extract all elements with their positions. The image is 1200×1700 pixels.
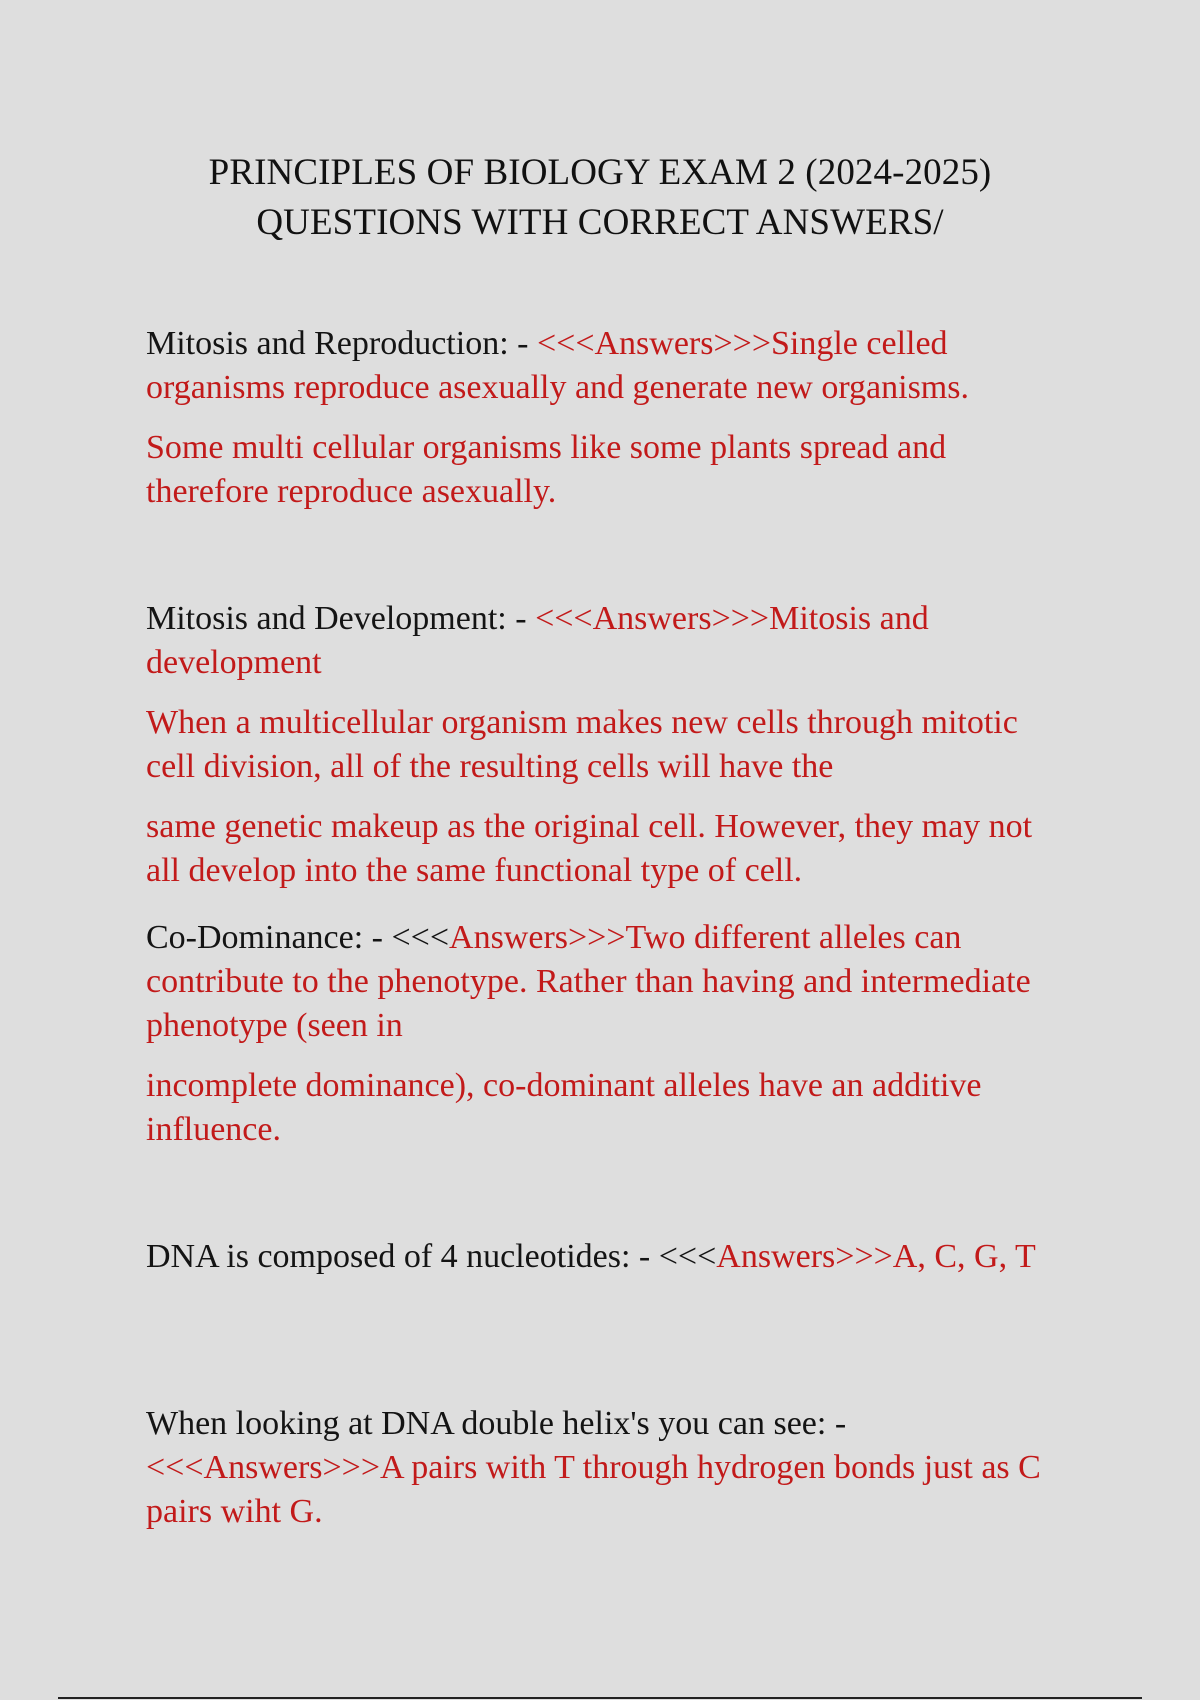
answer-text: <<<Answers>>>A pairs with T through hydrogen bonds just as C pairs wiht G. xyxy=(146,1449,1041,1530)
question-text: Mitosis and Development: - xyxy=(146,600,536,637)
answer-text: Some multi cellular organisms like some plants spread and therefore reproduce asexually. xyxy=(146,429,947,510)
question-text: When looking at DNA double helix's you can see: - xyxy=(146,1405,847,1442)
question-text: Mitosis and Reproduction: - xyxy=(146,325,537,362)
answer-text: <<<Answers>>>Mitosis and development xyxy=(146,600,929,681)
answer-text: same genetic makeup as the original cell. However, they may not all develop into the same functional type of cell. xyxy=(146,808,1033,889)
page-title xyxy=(120,148,1080,248)
title-line-2: QUESTIONS WITH CORRECT ANSWERS/ xyxy=(256,202,944,243)
qa-item-dna-double-helix xyxy=(146,1402,1066,1534)
title-line-1: PRINCIPLES OF BIOLOGY EXAM 2 (2024-2025) xyxy=(208,152,992,193)
qa-item-mitosis-reproduction xyxy=(146,322,1066,514)
answer-text: Answers>>>A, C, G, T xyxy=(716,1238,1036,1275)
answer-text: <<<Answers>>>Single celled organisms reproduce asexually and generate new organisms. xyxy=(146,325,969,406)
qa-item-mitosis-development xyxy=(146,597,1066,893)
question-text: DNA is composed of 4 nucleotides: - <<< xyxy=(146,1238,717,1275)
footer-divider xyxy=(58,1697,1142,1699)
question-text: Co-Dominance: - <<< xyxy=(146,919,450,956)
qa-item-co-dominance xyxy=(146,916,1066,1152)
answer-text: When a multicellular organism makes new cells through mitotic cell division, all of the resulting cells will have the xyxy=(146,704,1018,785)
answer-text: incomplete dominance), co-dominant alleles have an additive influence. xyxy=(146,1067,982,1148)
qa-item-dna-nucleotides xyxy=(146,1235,1066,1279)
answer-text: Answers>>>Two different alleles can contribute to the phenotype. Rather than having and intermediate phenotype (seen in xyxy=(146,919,1031,1044)
